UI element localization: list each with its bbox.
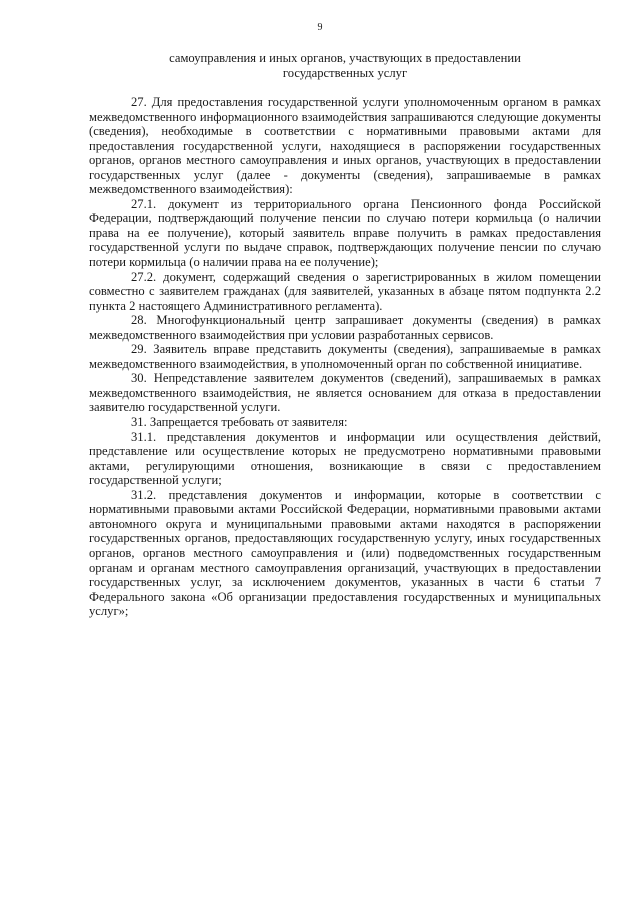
paragraph-29: 29. Заявитель вправе представить документы (сведения), запрашиваемые в рамках межведомственного взаимодействия, в уполномоченный орган по собственной инициативе. bbox=[89, 342, 601, 371]
document-body bbox=[89, 95, 601, 619]
paragraph-27-2: 27.2. документ, содержащий сведения о зарегистрированных в жилом помещении совместно с заявителем гражданах (для заявителей, указанных в абзаце пятом подпункта 2.2 пункта 2 настоящего Административного регламента). bbox=[89, 269, 601, 313]
paragraph-27: 27. Для предоставления государственной услуги уполномоченным органом в рамках межведомственного информационного взаимодействия запрашиваются следующие документы (сведения), необходимые в соответствии с нормативными правовыми актами для предоставления государственной услуги, находящиеся в распоряжении государственных органов, органов местного самоуправления и иных органов, участвующих в предоставлении государственных услуг (далее - документы (сведения), запрашиваемые в рамках межведомственного взаимодействия): bbox=[89, 95, 601, 197]
paragraph-27-1: 27.1. документ из территориального органа Пенсионного фонда Российской Федерации, подтверждающий получение пенсии по случаю потери кормильца (о наличии права на ее получение), который заявитель вправе получить в рамках предоставления государственной услуги по выдаче справок, подтверждающих получение пенсии по случаю потери кормильца (о наличии права на ее получение); bbox=[89, 196, 601, 270]
paragraph-30: 30. Непредставление заявителем документов (сведений), запрашиваемых в рамках межведомственного взаимодействия, не является основанием для отказа в предоставлении заявителю государственной услуги. bbox=[89, 371, 601, 415]
paragraph-31-2: 31.2. представления документов и информации, которые в соответствии с нормативными правовыми актами Российской Федерации, нормативными правовыми актами автономного округа и муниципальными правовыми актами находятся в распоряжении государственных органов, предоставляющих государственную услугу, иных государственных органов, органов местного самоуправления и (или) подведомственных государственным органам и органам местного самоуправления организаций, участвующих в предоставлении государственных услуг, за исключением документов, указанных в части 6 статьи 7 Федерального закона «Об организации предоставления государственных и муниципальных услуг»; bbox=[89, 487, 601, 619]
paragraph-31-1: 31.1. представления документов и информации или осуществления действий, представление или осуществление которых не предусмотрено нормативными правовыми актами, регулирующими отношения, возникающие в связи с предоставлением государственной услуги; bbox=[89, 429, 601, 488]
section-heading-line: самоуправления и иных органов, участвующих в предоставлении bbox=[169, 51, 521, 65]
paragraph-28: 28. Многофункциональный центр запрашивает документы (сведения) в рамках межведомственного взаимодействия при условии разработанных сервисов. bbox=[89, 313, 601, 342]
section-heading-line: государственных услуг bbox=[282, 66, 408, 81]
paragraph-31: 31. Запрещается требовать от заявителя: bbox=[131, 415, 348, 430]
page-number: 9 bbox=[317, 22, 323, 33]
section-heading bbox=[90, 51, 600, 82]
